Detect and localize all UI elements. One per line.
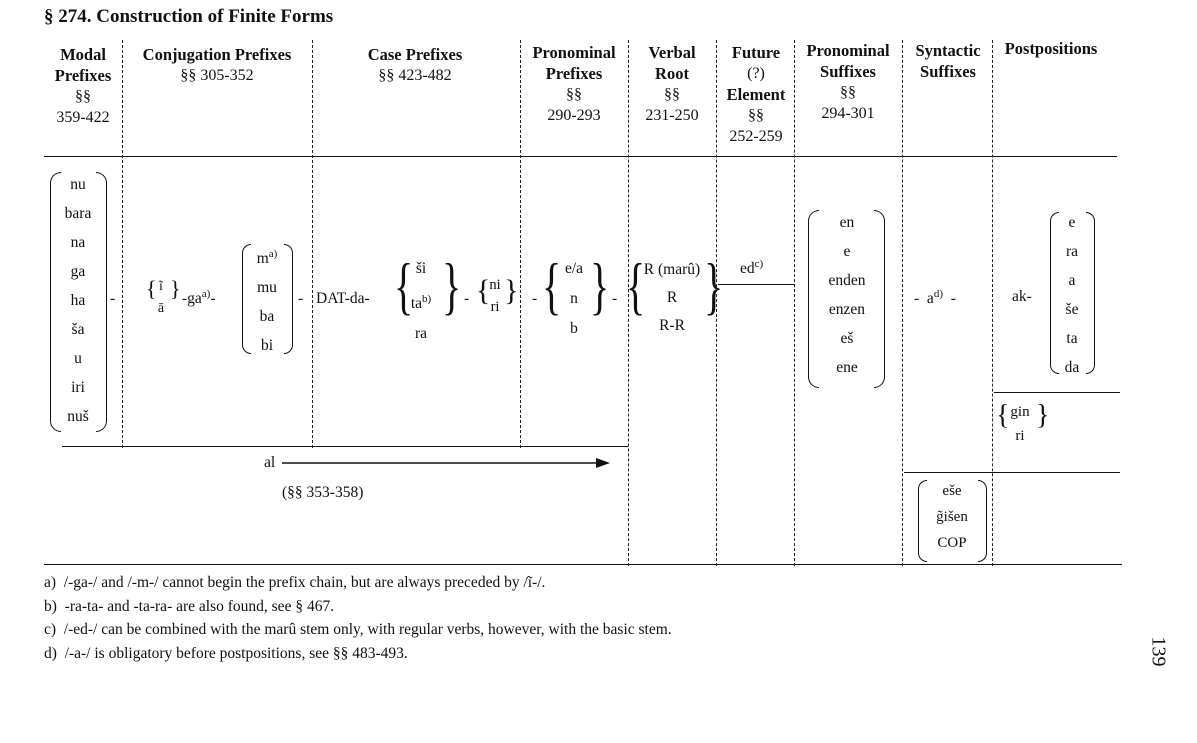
header-pronsuffix-ref2: 294-301	[821, 105, 875, 122]
postpos-item: e	[1068, 214, 1076, 231]
postpos-item: ra	[1065, 243, 1079, 260]
conj-ga-sup: a)	[201, 288, 211, 300]
header-modal-prefixes	[44, 44, 122, 128]
modal-item: iri	[71, 379, 85, 396]
postpos-item: še	[1065, 301, 1079, 318]
header-case-prefixes	[314, 44, 516, 86]
page-number: 139	[1147, 636, 1170, 667]
pronprefix-item: n	[570, 290, 578, 307]
modal-prefix-list	[58, 170, 98, 431]
pronprefix-hyphen-right: -	[612, 290, 618, 307]
header-conjugation-prefixes	[124, 44, 310, 86]
header-conjugation-line1: Conjugation Prefixes	[142, 45, 292, 64]
header-pronprefix-line2: Prefixes	[545, 64, 603, 83]
pronsuffix-item: enzen	[828, 301, 866, 318]
pronsuffix-list	[818, 208, 876, 382]
footnote-mark: a)	[44, 574, 57, 591]
syntactic-a-sup: d)	[933, 288, 943, 300]
header-pronsuffix-line2: Suffixes	[820, 62, 876, 81]
case-si-item: ra	[414, 325, 428, 343]
modal-item: nu	[70, 176, 86, 193]
separator-modal	[122, 40, 123, 448]
header-future-ref2: 252-259	[729, 128, 783, 145]
conj-i-list	[155, 276, 167, 320]
modal-item: u	[74, 350, 82, 367]
pronsuffix-item: en	[839, 214, 855, 231]
header-pronsuffix-ref1: §§	[840, 84, 856, 101]
root-item: R (marû)	[643, 261, 701, 278]
case-si-list	[406, 254, 436, 349]
conj-m-item: bi	[260, 337, 274, 355]
modal-item: bara	[64, 205, 92, 222]
footnote-mark: b)	[44, 598, 57, 615]
conj-ga-label: -ga	[182, 290, 202, 308]
footnote-d	[44, 645, 408, 663]
header-verbal-root	[630, 42, 714, 126]
modal-hyphen: -	[110, 290, 116, 307]
footnote-text: /-ed-/ can be combined with the marû stem only, with regular verbs, however, with the basic stem.	[63, 621, 672, 638]
header-future-line3: Element	[726, 85, 786, 104]
pronprefix-item: b	[570, 320, 578, 337]
conj-i-item: ĩ	[159, 279, 163, 294]
footnote-text: -ra-ta- and -ta-ra- are also found, see § 467.	[64, 598, 335, 615]
case-si-item: ši	[415, 260, 427, 277]
case-ni-item: ri	[490, 299, 500, 315]
section-title: § 274. Construction of Finite Forms	[44, 6, 334, 27]
cop-item: eše	[942, 483, 962, 499]
case-ni-item: ni	[489, 277, 501, 293]
header-root-line2: Root	[655, 64, 689, 83]
case-si-brace-right: }	[442, 249, 462, 322]
case-si-item: ta	[410, 295, 422, 313]
conj-i-brace-right: }	[170, 276, 181, 301]
pronsuffix-item: e	[843, 243, 851, 260]
header-pronominal-suffixes	[796, 40, 900, 124]
header-modal-ref1: §§	[75, 88, 91, 105]
header-syntactic-suffixes	[904, 40, 992, 82]
header-pronominal-prefixes	[522, 42, 626, 126]
header-case-line1: Case Prefixes	[367, 45, 463, 64]
header-future-line2: (?)	[747, 65, 765, 82]
al-reference: (§§ 353-358)	[282, 484, 364, 501]
syntactic-a: - $a^{d)}$ -	[914, 288, 956, 308]
future-ed-label: ed	[740, 260, 755, 278]
header-future-ref1: §§	[748, 107, 764, 124]
header-case-ref1: §§ 423-482	[378, 67, 452, 84]
pronsuffix-item: eš	[840, 330, 854, 347]
header-pronprefix-ref2: 290-293	[547, 107, 601, 124]
table-bottom-rule	[44, 564, 1122, 565]
future-ed-sup: c)	[754, 258, 764, 270]
footnote-text: /-ga-/ and /-m-/ cannot begin the prefix chain, but are always preceded by /ĩ-/.	[63, 574, 546, 591]
header-root-line1: Verbal	[648, 43, 696, 62]
syntactic-a-label: a	[926, 290, 934, 308]
postpos-item: a	[1068, 272, 1076, 289]
cop-item: g̃išen	[936, 509, 968, 525]
pronsuffix-right-brace	[874, 210, 885, 388]
header-conjugation-ref1: §§ 305-352	[180, 67, 254, 84]
case-ni-list	[486, 274, 504, 318]
gin-brace-right: }	[1036, 400, 1050, 431]
root-item: R-R	[659, 317, 685, 334]
separator-case	[520, 40, 521, 448]
conj-hyphen: -	[298, 290, 304, 307]
header-future-element	[718, 42, 794, 147]
postpos-right-brace	[1086, 212, 1095, 374]
case-ta-sup: b)	[422, 293, 432, 305]
footnote-c	[44, 621, 672, 639]
root-brace-right: }	[704, 249, 724, 322]
header-postpositions-line1: Postpositions	[1004, 39, 1098, 58]
postposition-rule	[994, 392, 1120, 393]
al-label: al	[264, 454, 276, 471]
gin-item: gin	[1010, 404, 1030, 420]
modal-item: ša	[71, 321, 85, 338]
footnote-b	[44, 598, 334, 616]
pronprefix-item: e/a	[564, 260, 584, 277]
header-modal-ref2: 359-422	[56, 109, 110, 126]
modal-right-brace	[96, 172, 107, 432]
case-ni-brace-right: }	[504, 274, 519, 307]
modal-item: ga	[70, 263, 86, 280]
pronprefix-brace-right: }	[590, 249, 610, 322]
conj-m-sup: a)	[268, 248, 278, 260]
conj-i-brace-left: {	[146, 276, 157, 301]
postpos-ak: ak-	[1012, 288, 1032, 305]
conj-m-right-brace	[284, 244, 293, 354]
pronsuffix-item: enden	[828, 272, 866, 289]
header-pronsuffix-line1: Pronominal	[806, 41, 890, 60]
header-syntactic-line1: Syntactic	[915, 41, 981, 60]
syntactic-rule	[904, 472, 1120, 473]
separator-future	[794, 40, 795, 566]
root-list	[636, 256, 708, 340]
cop-list	[926, 478, 978, 556]
separator-conjugation	[312, 40, 313, 448]
gin-brace-left: {	[996, 400, 1010, 431]
pronsuffix-item: ene	[836, 359, 858, 376]
cop-item: COP	[937, 535, 967, 551]
modal-item: na	[70, 234, 86, 251]
header-postpositions	[994, 38, 1108, 59]
case-ni-brace-left: {	[476, 274, 491, 307]
header-rule	[44, 156, 1117, 157]
conj-ga-prefix: $-ga^{a)}-$	[182, 288, 216, 308]
case-dat-prefix: DAT-da-	[316, 290, 370, 307]
conj-m-item: m	[256, 250, 269, 268]
postpos-list	[1058, 208, 1086, 382]
gin-list	[1006, 400, 1034, 448]
separator-syntactic	[992, 40, 993, 566]
header-pronprefix-ref1: §§	[566, 86, 582, 103]
root-brace-left: {	[626, 249, 646, 322]
conj-i-item: ā	[157, 301, 165, 316]
future-rule	[718, 284, 794, 285]
modal-item: nuš	[67, 408, 89, 425]
future-ed	[740, 258, 763, 278]
pronprefix-brace-left: {	[542, 249, 562, 322]
header-modal-line2: Prefixes	[54, 66, 112, 85]
header-pronprefix-line1: Pronominal	[532, 43, 616, 62]
footnote-text: /-a-/ is obligatory before postpositions, see §§ 483-493.	[64, 645, 408, 662]
postpos-item: ta	[1066, 330, 1078, 347]
case-hyphen: -	[464, 290, 470, 307]
pronprefix-hyphen-left: -	[532, 290, 538, 307]
separator-pron-suffix	[902, 40, 903, 566]
prefix-bottom-rule	[62, 446, 628, 447]
conj-m-list	[250, 240, 284, 360]
footnote-mark: c)	[44, 621, 57, 638]
conj-m-item: ba	[259, 308, 275, 326]
modal-item: ha	[70, 292, 86, 309]
postpos-item: da	[1064, 359, 1080, 376]
pronprefix-list	[556, 254, 592, 344]
header-syntactic-line2: Suffixes	[920, 62, 976, 81]
footnote-mark: d)	[44, 645, 57, 662]
header-root-ref1: §§	[664, 86, 680, 103]
gin-item: ri	[1015, 428, 1025, 444]
al-arrow	[282, 456, 612, 470]
header-future-line1: Future	[731, 43, 781, 62]
root-item: R	[666, 289, 678, 306]
conj-m-item: mu	[257, 279, 277, 297]
case-si-brace-left: {	[394, 249, 414, 322]
cop-right-brace	[978, 480, 987, 562]
footnote-a	[44, 574, 545, 592]
header-modal-line1: Modal	[60, 45, 106, 64]
header-root-ref2: 231-250	[645, 107, 699, 124]
